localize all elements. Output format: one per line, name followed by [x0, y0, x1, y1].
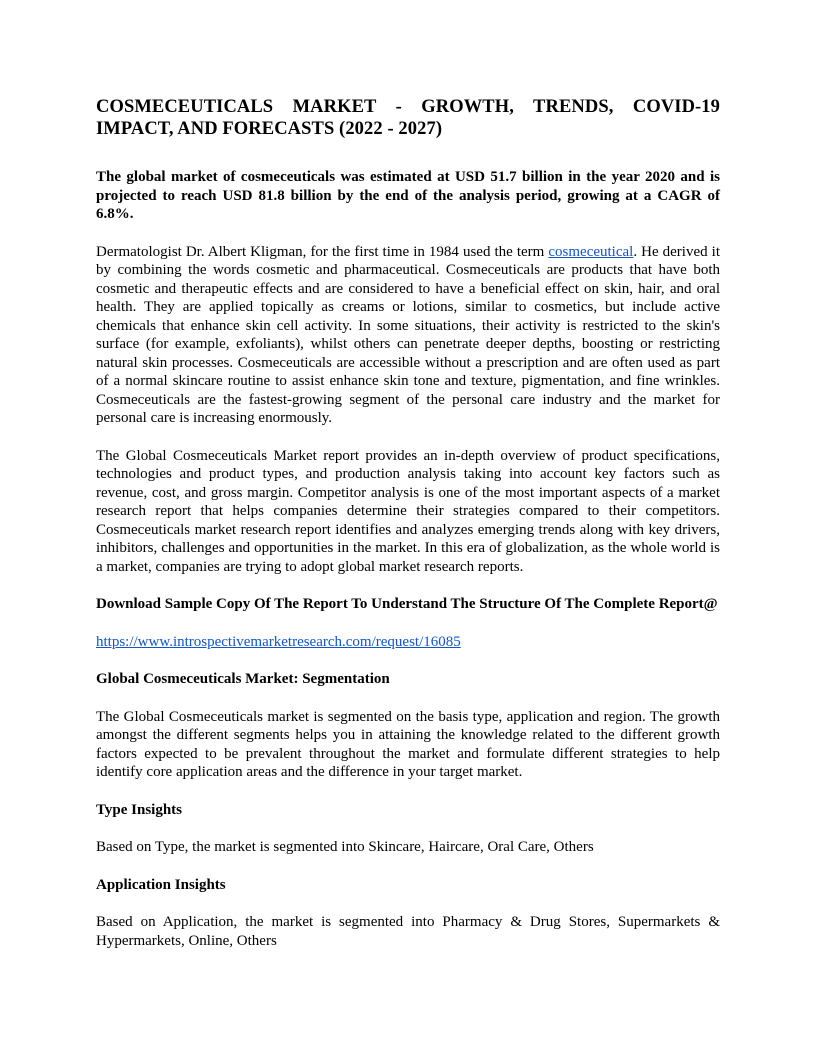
application-insights-heading: Application Insights [96, 876, 226, 893]
intro-text-before-link: Dermatologist Dr. Albert Kligman, for the first time in 1984 used the term [96, 243, 549, 260]
type-insights-heading: Type Insights [96, 801, 183, 818]
request-sample-link[interactable]: https://www.introspectivemarketresearch.com/request/16085 [96, 633, 461, 650]
request-link-line [96, 633, 720, 652]
segmentation-heading: Global Cosmeceuticals Market: Segmentation [96, 671, 390, 687]
intro-text-after-link: . He derived it by combining the words cosmetic and pharmaceutical. Cosmeceuticals are products that have both cosmetic and therapeutic effects and are considered to have a beneficial effect on skin, hair, and oral health. They are applied topically as creams or lotions, similar to cosmetics, but include active chemicals that enhance skin cell activity. In some situations, their activity is restricted to the skin's surface (for example, exfoliants), whilst others can penetrate deeper depths, boosting or restricting natural skin processes. Cosmeceuticals are accessible without a prescription and are often used as part of a normal skincare routine to assist enhance skin tone and texture, pigmentation, and fine wrinkles. Cosmeceuticals are the fastest-growing segment of the personal care industry and the market for personal care is increasing enormously. [96, 243, 720, 426]
document-page [96, 96, 720, 969]
type-insights-paragraph: Based on Type, the market is segmented into Skincare, Haircare, Oral Care, Others [96, 839, 594, 855]
lead-paragraph: The global market of cosmeceuticals was estimated at USD 51.7 billion in the year 2020 and is projected to reach USD 81.8 billion by the end of the analysis period, growing at a CAGR of 6.8%. [96, 169, 720, 222]
download-sample-heading: Download Sample Copy Of The Report To Understand The Structure Of The Complete Report@ [96, 596, 718, 612]
report-overview-paragraph: The Global Cosmeceuticals Market report provides an in-depth overview of product specifications, technologies and product types, and production analysis taking into account key factors such as revenue, cost, and gross margin. Competitor analysis is one of the most important aspects of a market research report that helps companies determine their strategies compared to their competitors. Cosmeceuticals market research report identifies and analyzes emerging trends along with key drivers, inhibitors, challenges and opportunities in the market. In this era of globalization, as the whole world is a market, companies are trying to adopt global market research reports. [96, 447, 720, 575]
cosmeceutical-link[interactable]: cosmeceutical [548, 243, 634, 260]
application-insights-paragraph: Based on Application, the market is segmented into Pharmacy & Drug Stores, Supermarkets & Hypermarkets, Online, Others [96, 914, 720, 949]
intro-paragraph [96, 243, 720, 428]
document-title: COSMECEUTICALS MARKET - GROWTH, TRENDS, COVID-19 IMPACT, AND FORECASTS (2022 - 2027) [96, 97, 720, 139]
segmentation-paragraph: The Global Cosmeceuticals market is segmented on the basis type, application and region. The growth amongst the different segments helps you in attaining the knowledge related to the different growth factors expected to be prevalent throughout the market and formulate different strategies to help identify core application areas and the difference in your target market. [96, 708, 720, 780]
